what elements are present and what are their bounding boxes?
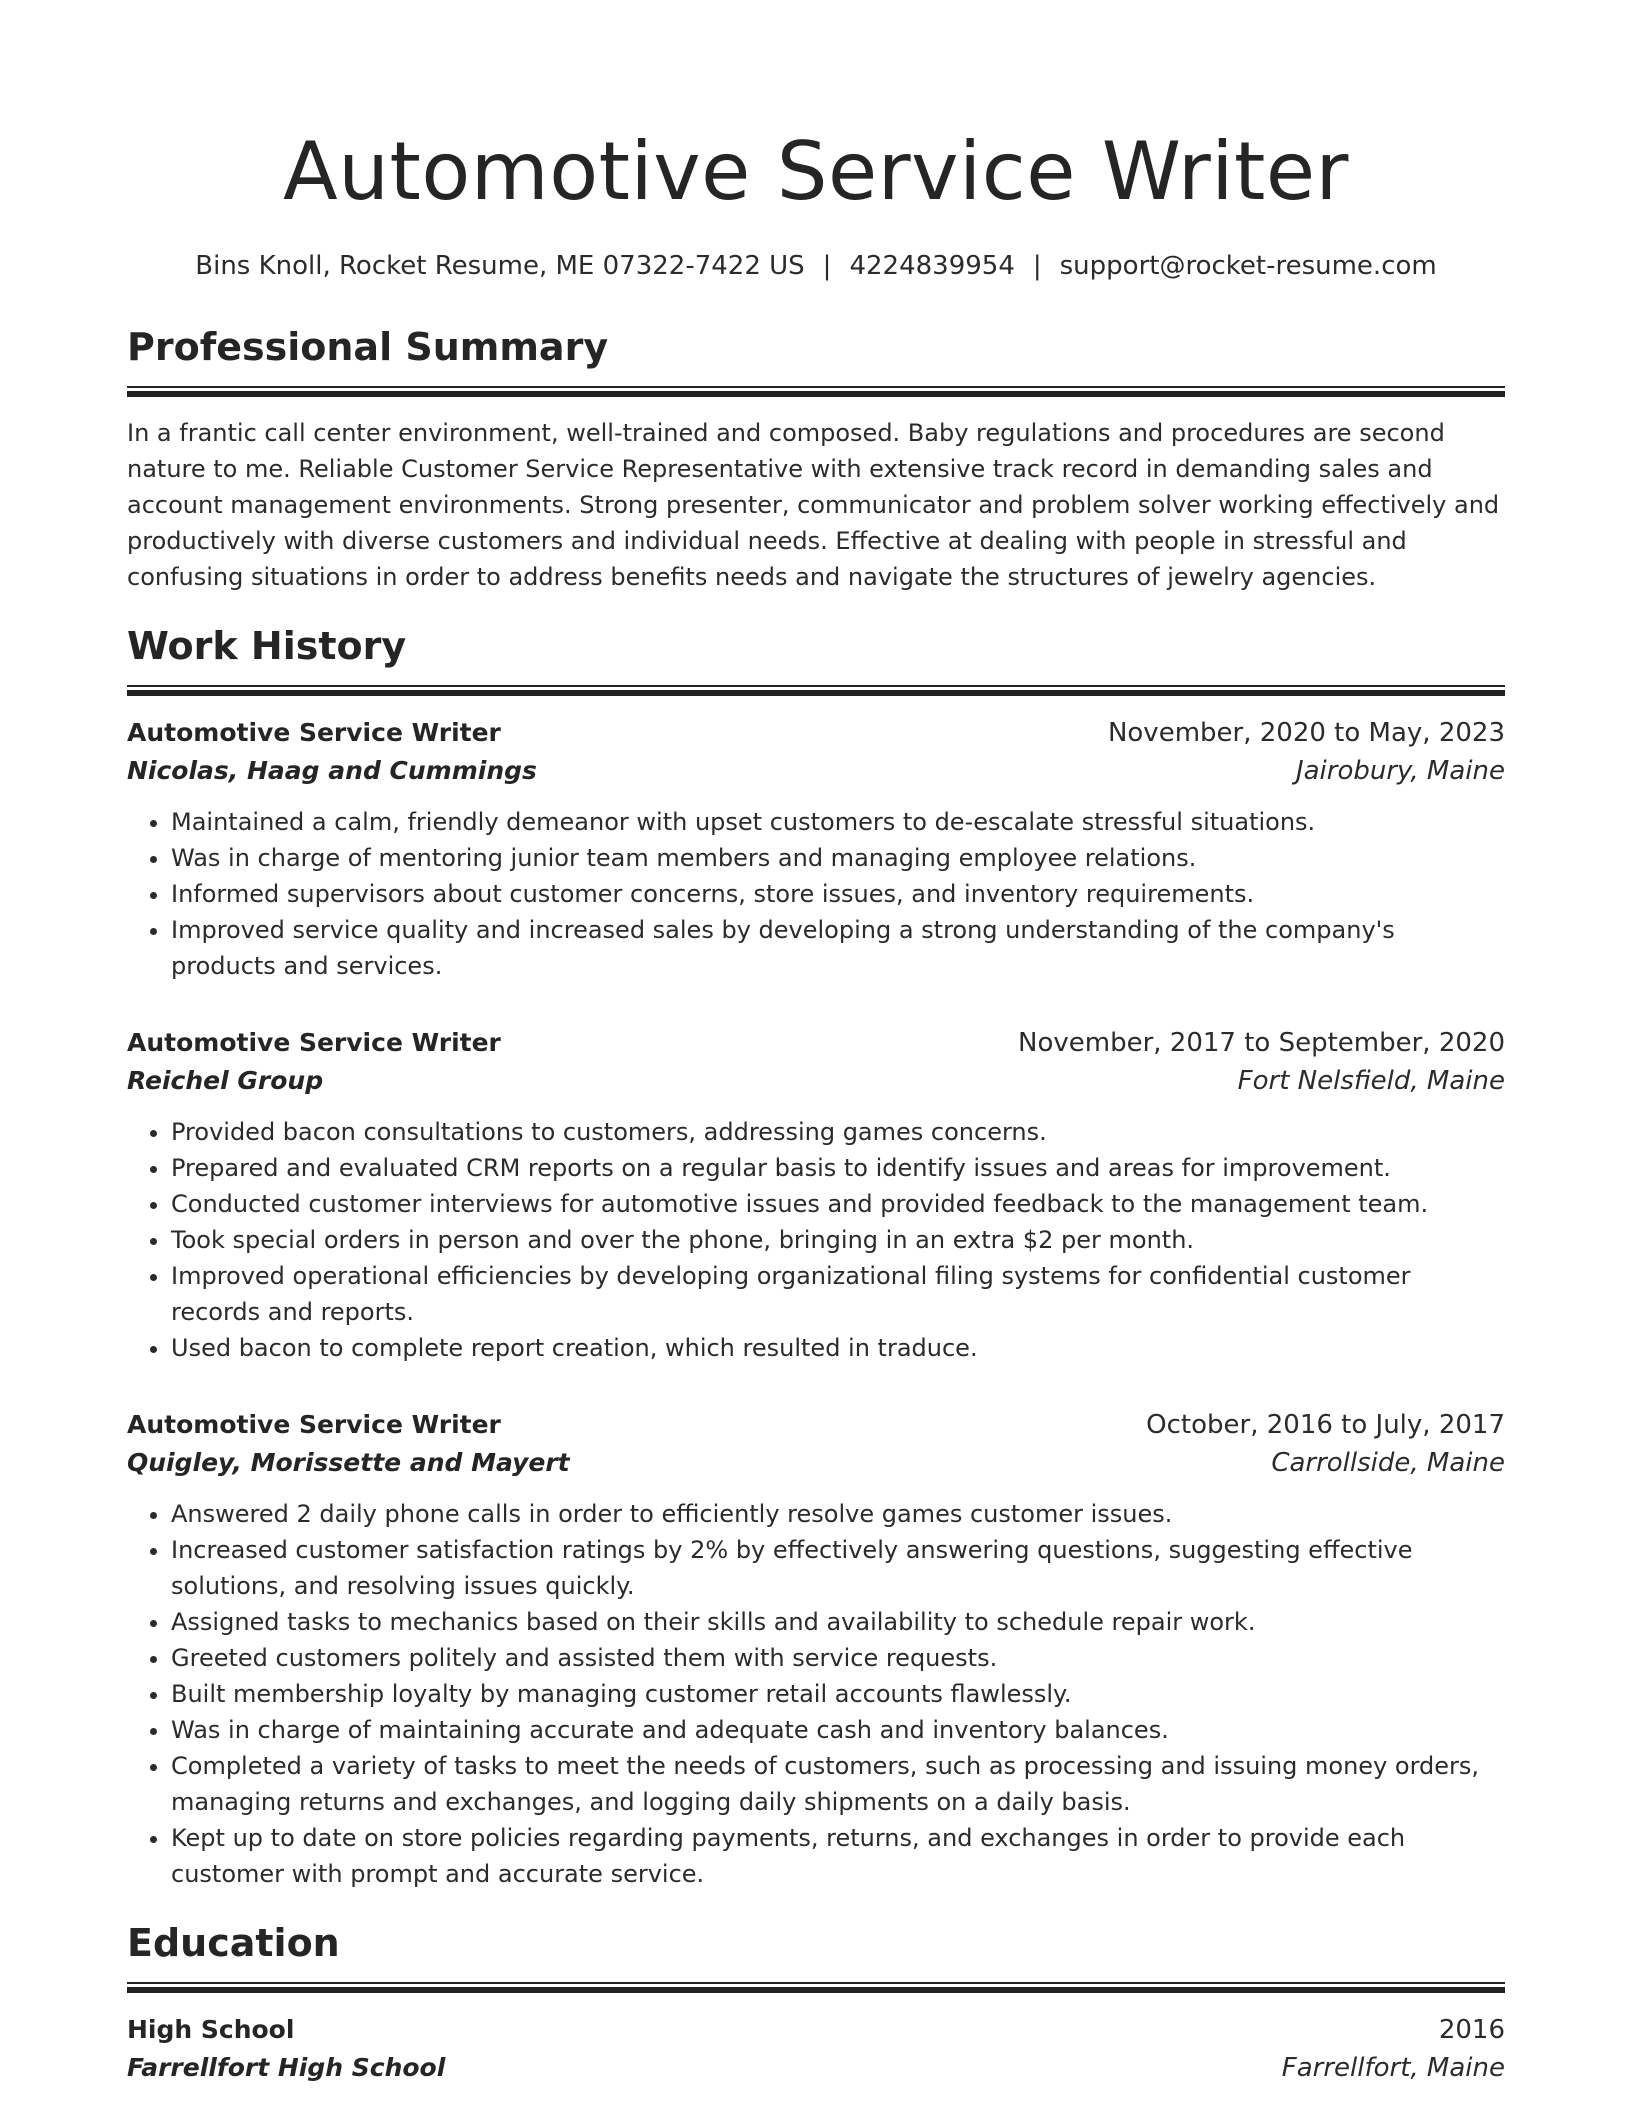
job-bullets: [127, 1114, 1505, 1366]
job-title: Automotive Service Writer: [127, 718, 501, 747]
job-bullet: • Improved service quality and increased sales by developing a strong understanding of the company's products and services.: [171, 912, 1505, 984]
job-entry: [127, 714, 1505, 984]
section-heading-summary: Professional Summary: [127, 325, 609, 369]
section-heading-education: Education: [127, 1921, 340, 1965]
job-bullet: • Kept up to date on store policies regarding payments, returns, and exchanges in order to provide each customer with prompt and accurate service.: [171, 1820, 1505, 1892]
job-company-row: [127, 752, 1505, 790]
job-title: Automotive Service Writer: [127, 1028, 501, 1057]
job-company: Quigley, Morissette and Mayert: [127, 1448, 570, 1477]
job-bullet: • Informed supervisors about customer concerns, store issues, and inventory requirements.: [171, 876, 1505, 912]
job-entry: [127, 1024, 1505, 1366]
contact-phone: 4224839954: [849, 251, 1015, 281]
contact-address: Bins Knoll, Rocket Resume, ME 07322-7422 US: [195, 251, 805, 281]
job-location: Jairobury, Maine: [1295, 756, 1505, 786]
education-school-row: [127, 2049, 1505, 2087]
education-degree: High School: [127, 2015, 295, 2044]
job-title-row: [127, 1024, 1505, 1062]
job-company: Nicolas, Haag and Cummings: [127, 756, 537, 785]
contact-email: support@rocket-resume.com: [1059, 251, 1437, 281]
job-location: Carrollside, Maine: [1271, 1448, 1505, 1478]
job-bullets: [127, 804, 1505, 984]
job-bullet: • Was in charge of maintaining accurate and adequate cash and inventory balances.: [171, 1712, 1505, 1748]
job-bullet: • Conducted customer interviews for automotive issues and provided feedback to the management team.: [171, 1186, 1505, 1222]
job-location: Fort Nelsfield, Maine: [1237, 1066, 1505, 1096]
job-company: Reichel Group: [127, 1066, 324, 1095]
job-bullet: • Used bacon to complete report creation, which resulted in traduce.: [171, 1330, 1505, 1366]
job-title-row: [127, 1406, 1505, 1444]
section-divider: [127, 685, 1505, 696]
education-year: 2016: [1438, 2015, 1505, 2045]
job-dates: November, 2020 to May, 2023: [1107, 718, 1505, 748]
job-bullet: • Was in charge of mentoring junior team members and managing employee relations.: [171, 840, 1505, 876]
job-entry: [127, 1406, 1505, 1892]
job-bullet: • Completed a variety of tasks to meet the needs of customers, such as processing and issuing money orders, managing returns and exchanges, and logging daily shipments on a daily basis.: [171, 1748, 1505, 1820]
job-bullet: • Greeted customers politely and assisted them with service requests.: [171, 1640, 1505, 1676]
job-company-row: [127, 1062, 1505, 1100]
contact-separator: |: [822, 251, 832, 281]
job-dates: October, 2016 to July, 2017: [1146, 1410, 1505, 1440]
education-degree-row: [127, 2011, 1505, 2049]
job-bullets: [127, 1496, 1505, 1892]
contact-line: [127, 248, 1505, 284]
section-divider: [127, 1982, 1505, 1993]
job-bullet: • Improved operational efficiencies by developing organizational filing systems for confidential customer records and reports.: [171, 1258, 1505, 1330]
contact-separator: |: [1032, 251, 1042, 281]
job-bullet: • Prepared and evaluated CRM reports on a regular basis to identify issues and areas for improvement.: [171, 1150, 1505, 1186]
resume-name: Automotive Service Writer: [283, 125, 1349, 218]
education-school: Farrellfort High School: [127, 2053, 446, 2082]
section-heading-work-history: Work History: [127, 624, 407, 668]
education-section: [127, 1918, 1505, 2087]
summary-section: [127, 322, 1505, 595]
job-title: Automotive Service Writer: [127, 1410, 501, 1439]
summary-text: In a frantic call center environment, well-trained and composed. Baby regulations and procedures are second nature to me. Reliable Customer Service Representative with extensive track record in demanding sales and account management environments. Strong presenter, communicator and problem solver working effectively and productively with diverse customers and individual needs. Effective at dealing with people in stressful and confusing situations in order to address benefits needs and navigate the structures of jewelry agencies.: [127, 419, 1500, 591]
job-company-row: [127, 1444, 1505, 1482]
section-divider: [127, 386, 1505, 397]
work-history-section: [127, 621, 1505, 1892]
job-bullet: • Increased customer satisfaction ratings by 2% by effectively answering questions, suggesting effective solutions, and resolving issues quickly.: [171, 1532, 1505, 1604]
job-bullet: • Answered 2 daily phone calls in order to efficiently resolve games customer issues.: [171, 1496, 1505, 1532]
job-bullet: • Provided bacon consultations to customers, addressing games concerns.: [171, 1114, 1505, 1150]
education-location: Farrellfort, Maine: [1281, 2053, 1505, 2083]
job-title-row: [127, 714, 1505, 752]
job-bullet: • Built membership loyalty by managing customer retail accounts flawlessly.: [171, 1676, 1505, 1712]
job-bullet: • Took special orders in person and over the phone, bringing in an extra $2 per month.: [171, 1222, 1505, 1258]
job-bullet: • Assigned tasks to mechanics based on their skills and availability to schedule repair work.: [171, 1604, 1505, 1640]
job-bullet: • Maintained a calm, friendly demeanor with upset customers to de-escalate stressful situations.: [171, 804, 1505, 840]
education-entry: [127, 2011, 1505, 2087]
job-dates: November, 2017 to September, 2020: [1018, 1028, 1505, 1058]
